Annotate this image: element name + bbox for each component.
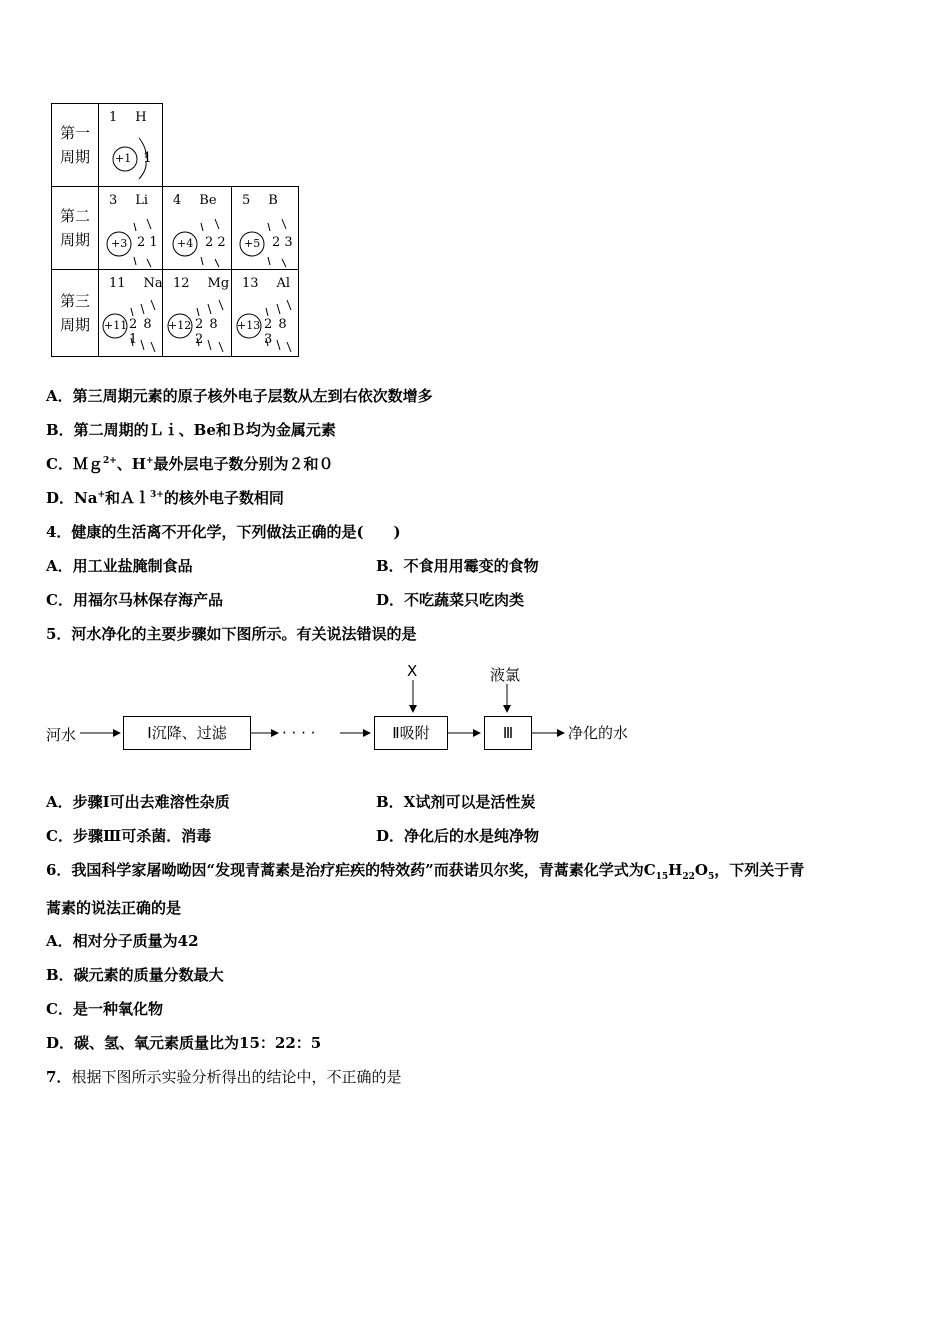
flow-dots: · · · ·	[282, 724, 316, 742]
q3-option-a: A．第三周期元素的原子核外电子层数从左到右依次数增多	[46, 387, 433, 405]
q6-stem: 6．我国科学家屠呦呦因“发现青蒿素是治疗疟疾的特效药”而获诺贝尔奖，青蒿素化学式为$C_{15}H_{22}O_5$，下列关于青	[46, 861, 805, 882]
element-cell-h: 1 H +1 1	[99, 104, 163, 187]
element-cell-na: 11 Na +11 2 8 1	[99, 270, 163, 357]
q6-option-b: B．碳元素的质量分数最大	[46, 966, 224, 984]
flow-output-label: 净化的水	[568, 724, 629, 742]
q4-option-a: A．用工业盐腌制食品	[46, 557, 193, 575]
q3-option-c: C．Ｍｇ$^{2+}$、H+最外层电子数分别为２和０	[46, 455, 334, 473]
q5-option-d: D．净化后的水是纯净物	[376, 827, 540, 845]
flow-river-label: 河水	[46, 726, 77, 744]
q4-option-d: D．不吃蔬菜只吃肉类	[376, 591, 525, 609]
flow-step2-box: Ⅱ吸附	[374, 716, 448, 750]
q3-option-d: D．Na+和Ａｌ$^{3+}$的核外电子数相同	[46, 489, 284, 507]
q3-option-b: B．第二周期的Ｌｉ、Be和Ｂ均为金属元素	[46, 421, 336, 439]
flow-step1-box: Ⅰ沉降、过滤	[123, 716, 251, 750]
element-cell-mg: 12 Mg +12 2 8 2	[163, 270, 232, 357]
period-label-3: 第三周期	[52, 270, 99, 357]
q5-option-c: C．步骤Ⅲ可杀菌．消毒	[46, 827, 212, 845]
atom-diagram	[99, 104, 162, 186]
element-cell-be: 4 Be +4 2 2	[163, 187, 232, 270]
period-label-1: 第一周期	[52, 104, 99, 187]
element-cell-b: 5 B +5 2 3	[232, 187, 299, 270]
element-cell-li: 3 Li +3 2 1	[99, 187, 163, 270]
q6-option-c: C．是一种氧化物	[46, 1000, 163, 1018]
periodic-table	[51, 103, 299, 357]
element-cell-al: 13 Al +13 2 8 3	[232, 270, 299, 357]
q7-stem: 7．根据下图所示实验分析得出的结论中，不正确的是	[46, 1068, 402, 1086]
flow-chlorine-label: 液氯	[490, 666, 521, 684]
q6-option-a: A．相对分子质量为42	[46, 932, 199, 950]
q4-option-b: B．不食用用霉变的食物	[376, 557, 539, 575]
q5-option-a: A．步骤Ⅰ可出去难溶性杂质	[46, 793, 230, 811]
period-label-2: 第二周期	[52, 187, 99, 270]
q5-stem: 5．河水净化的主要步骤如下图所示。有关说法错误的是	[46, 625, 417, 643]
q6-stem-continued: 蒿素的说法正确的是	[46, 899, 182, 917]
water-purification-flow	[46, 660, 666, 760]
flow-step3-box: Ⅲ	[484, 716, 532, 750]
q4-stem: 4．健康的生活离不开化学，下列做法正确的是( )	[46, 523, 401, 541]
q4-option-c: C．用福尔马林保存海产品	[46, 591, 223, 609]
q5-option-b: B．X试剂可以是活性炭	[376, 793, 536, 811]
q6-option-d: D．碳、氢、氧元素质量比为15：22：5	[46, 1034, 322, 1052]
flow-x-label: X	[407, 662, 418, 680]
